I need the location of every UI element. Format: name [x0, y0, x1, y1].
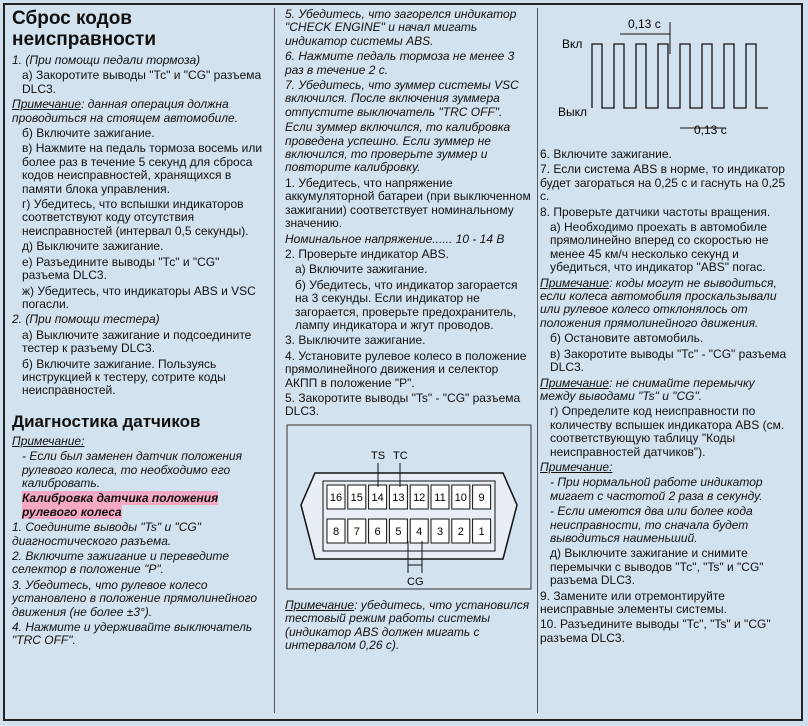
substep: д) Выключите зажигание. — [22, 239, 164, 254]
step: 7. Убедитесь, что зуммер системы VSC включился. После включения зуммера отпустите выключатель "TRC OFF". — [285, 78, 519, 119]
substep: е) Разъедините выводы "Тс" и "CG" разъема DLC3. — [22, 254, 220, 283]
highlighted-heading: Калибровка датчика положения рулевого колеса — [22, 491, 219, 519]
nominal-voltage: Номинальное напряжение...... 10 - 14 В — [285, 231, 505, 246]
step: 6. Включите зажигание. — [540, 147, 672, 161]
waveform-on-label: Вкл — [562, 37, 583, 51]
substep: б) Включите зажигание. Пользуясь инструкцией к тестеру, сотрите коды неисправностей. — [22, 356, 226, 398]
note: Примечание: данная операция должна проводиться на стоящем автомобиле. — [12, 97, 239, 125]
note: Примечание: убедитесь, что установился тестовый режим работы системы (индикатор ABS должен мигать с интервалом 0,26 с). — [285, 597, 530, 652]
substep: а) Включите зажигание. — [295, 262, 428, 277]
section-title: Сброс кодов неисправности — [12, 8, 157, 50]
pin-label-ts: TS — [371, 449, 386, 462]
step: 4. Нажмите и удерживайте выключатель "TRC OFF". — [12, 620, 253, 648]
pin-label-cg: CG — [407, 575, 424, 588]
connector-pin-number: 8 — [332, 525, 340, 538]
step: 2. (При помощи тестера) — [12, 312, 160, 327]
paragraph: Если зуммер включился, то калибровка проведена успешно. Если зуммер не включился, то проверьте зуммер и повторите калибровку. — [285, 120, 511, 175]
connector-pin-number: 4 — [416, 525, 423, 538]
column-left — [12, 8, 267, 650]
connector-pin-number: 7 — [353, 525, 360, 538]
substep: в) Закоротите выводы "Тс" - "CG" разъема DLC3. — [550, 346, 787, 375]
connector-pin-number: 6 — [374, 525, 381, 538]
substep: ж) Убедитесь, что индикаторы ABS и VSC погасли. — [22, 283, 256, 311]
connector-pin-number: 15 — [350, 491, 363, 504]
connector-pin-number: 16 — [329, 491, 343, 504]
step: 7. Если система ABS в норме, то индикатор будет загораться на 0,25 с и гаснуть на 0,25 с. — [540, 162, 786, 204]
connector-pin-number: 1 — [478, 525, 485, 538]
step: 6. Нажмите педаль тормоза не менее 3 раз в течение 2 с. — [285, 49, 515, 77]
substep: а) Закоротите выводы "Тс" и "CG" разъема DLC3. — [22, 68, 262, 96]
substep: б) Включите зажигание. — [22, 126, 155, 141]
step: 2. Включите зажигание и переведите селектор в положение "Р". — [12, 549, 230, 577]
step: 5. Убедитесь, что загорелся индикатор "CHECK ENGINE" и начал мигать индикатор системы ABS. — [285, 7, 517, 48]
column-divider — [537, 8, 538, 713]
step: 10. Разъедините выводы "Тс", "Ts" и "CG" разъема DLC3. — [540, 617, 771, 645]
step: 3. Выключите зажигание. — [285, 333, 426, 348]
waveform-time-label: 0,13 с — [628, 17, 661, 31]
column-right — [540, 8, 792, 647]
note: - При нормальной работе индикатор мигает с частотой 2 раза в секунду. — [550, 475, 763, 503]
note: Примечание: коды могут не выводиться, если колеса автомобиля проскальзывали или рулевое колесо отклонялось от положения прямолинейного движения. — [540, 275, 777, 330]
step: 4. Установите рулевое колесо в положение прямолинейного движения и селектор АКПП в положение "Р". — [285, 348, 527, 390]
column-divider — [274, 8, 275, 713]
substep: б) Убедитесь, что индикатор загорается на 3 секунды. Если индикатор не загорается, проверьте предохранитель, лампу индикатора и жгут проводов. — [295, 277, 518, 332]
connector-pin-number: 13 — [392, 491, 405, 504]
note-label: Примечание: — [12, 433, 85, 448]
step: 5. Закоротите выводы "Ts" - "CG" разъема DLC3. — [285, 390, 521, 419]
connector-pin-number: 9 — [478, 491, 485, 504]
substep: а) Необходимо проехать в автомобиле прямолинейно вперед со скоростью не менее 45 км/ч несколько секунд и убедиться, что индикатор "ABS" погас. — [550, 220, 769, 275]
step: 1. Соедините выводы "Ts" и "CG" диагностического разъема. — [12, 520, 201, 548]
abs-indicator-waveform — [540, 8, 792, 148]
substep: д) Выключите зажигание и снимите перемычки с выводов "Тс", "Ts" и "CG" разъема DLC3. — [550, 546, 764, 588]
step: 9. Замените или отремонтируйте неисправные элементы системы. — [540, 588, 727, 616]
connector-pin-number: 14 — [371, 491, 384, 504]
connector-pin-number: 3 — [436, 525, 444, 538]
note: - Если был заменен датчик положения рулевого колеса, то необходимо его калибровать. — [22, 449, 243, 490]
note-label: Примечание: — [540, 459, 613, 474]
connector-pin-number: 10 — [454, 491, 467, 504]
note: Примечание: не снимайте перемычку между выводами "Ts" и "CG". — [540, 375, 755, 403]
step: 1. Убедитесь, что напряжение аккумуляторной батареи (при выключенном зажигании) соответствует номинальному значению. — [285, 175, 531, 231]
substep: в) Нажмите на педаль тормоза восемь или более раз в течение 5 секунд для сброса кодов неисправностей, хранящихся в памяти блока управления. — [22, 141, 263, 196]
waveform-time-label: 0,13 с — [694, 123, 727, 137]
substep: а) Выключите зажигание и подсоедините тестер к разъему DLC3. — [22, 327, 252, 356]
pin-label-tc: TC — [393, 449, 408, 462]
section-title: Диагностика датчиков — [12, 411, 201, 431]
connector-pin-number: 2 — [457, 525, 464, 538]
waveform-off-label: Выкл — [558, 105, 588, 119]
dlc3-connector-diagram — [285, 423, 533, 591]
substep: г) Убедитесь, что вспышки индикаторов соответствуют коду отсутствия неисправностей (интервал 0,5 секунды). — [22, 197, 249, 238]
connector-pin-number: 12 — [413, 491, 426, 504]
note: - Если имеются два или более кода неисправности, то сначала будет выводиться наименьший. — [550, 504, 753, 545]
column-middle — [285, 8, 533, 654]
substep: г) Определите код неисправности по количеству вспышек индикатора ABS (см. соответствующую таблицу "Коды неисправностей датчиков"). — [550, 404, 785, 459]
step: 1. (При помощи педали тормоза) — [12, 53, 201, 67]
step: 8. Проверьте датчики частоты вращения. — [540, 204, 771, 219]
substep: б) Остановите автомобиль. — [550, 331, 704, 346]
step: 3. Убедитесь, что рулевое колесо установлено в положение прямолинейного движения (не более ±3°). — [12, 577, 258, 619]
connector-pin-number: 5 — [395, 525, 402, 538]
step: 2. Проверьте индикатор ABS. — [285, 246, 449, 261]
connector-pin-number: 11 — [434, 491, 446, 504]
